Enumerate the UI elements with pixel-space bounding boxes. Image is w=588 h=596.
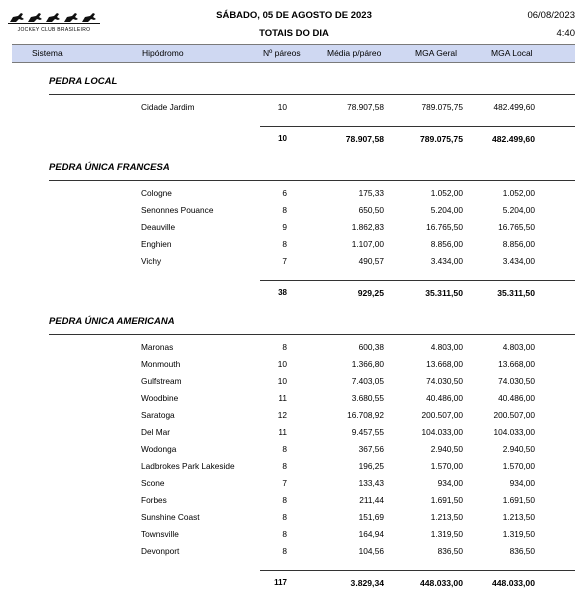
hipodromo-cell: Vichy <box>141 256 162 266</box>
col-hipodromo: Hipódromo <box>142 48 184 58</box>
total-row <box>0 127 588 152</box>
table-row <box>0 339 588 356</box>
table-row <box>0 99 588 116</box>
media-cell: 7.403,05 <box>351 376 384 386</box>
pareos-cell: 9 <box>282 222 287 232</box>
mga-geral-cell: 1.213,50 <box>430 512 463 522</box>
mga-geral-cell: 8.856,00 <box>430 239 463 249</box>
total-row <box>0 281 588 306</box>
mga-local-cell: 836,50 <box>509 546 535 556</box>
mga-local-cell: 2.940,50 <box>502 444 535 454</box>
mga-local-cell: 200.507,00 <box>493 410 535 420</box>
table-row <box>0 509 588 526</box>
table-row <box>0 236 588 253</box>
table-row <box>0 390 588 407</box>
mga-local-cell: 74.030,50 <box>498 376 535 386</box>
section-divider <box>49 180 575 181</box>
col-media: Média p/páreo <box>327 48 382 58</box>
mga-local-cell: 934,00 <box>509 478 535 488</box>
media-cell: 175,33 <box>358 188 384 198</box>
hipodromo-cell: Saratoga <box>141 410 175 420</box>
mga-geral-cell: 1.319,50 <box>430 529 463 539</box>
media-cell: 490,57 <box>358 256 384 266</box>
pareos-cell: 8 <box>282 461 287 471</box>
mga-geral-cell: 2.940,50 <box>430 444 463 454</box>
mga-local-cell: 40.486,00 <box>498 393 535 403</box>
mga-geral-cell: 836,50 <box>437 546 463 556</box>
hipodromo-cell: Del Mar <box>141 427 171 437</box>
pareos-cell: 8 <box>282 342 287 352</box>
pareos-cell: 11 <box>278 427 287 437</box>
mga-local-cell: 482.499,60 <box>493 102 535 112</box>
section-gap <box>0 306 588 316</box>
media-cell: 196,25 <box>358 461 384 471</box>
hipodromo-cell: Ladbrokes Park Lakeside <box>141 461 235 471</box>
media-cell: 78.907,58 <box>347 102 384 112</box>
hipodromo-cell: Forbes <box>141 495 167 505</box>
media-cell: 367,56 <box>358 444 384 454</box>
pareos-cell: 8 <box>282 444 287 454</box>
pareos-cell: 8 <box>282 495 287 505</box>
mga-local-cell: 1.570,00 <box>502 461 535 471</box>
hipodromo-cell: Enghien <box>141 239 172 249</box>
media-cell: 1.862,83 <box>351 222 384 232</box>
total-media: 78.907,58 <box>345 134 384 144</box>
pareos-cell: 8 <box>282 239 287 249</box>
report-body <box>0 76 588 596</box>
table-row <box>0 458 588 475</box>
col-sistema: Sistema <box>32 48 63 58</box>
mga-geral-cell: 5.204,00 <box>430 205 463 215</box>
section-title: PEDRA ÚNICA FRANCESA <box>49 162 170 173</box>
pareos-cell: 11 <box>278 393 287 403</box>
mga-geral-cell: 16.765,50 <box>426 222 463 232</box>
media-cell: 650,50 <box>358 205 384 215</box>
logo-text: JOCKEY CLUB BRASILEIRO <box>17 27 91 33</box>
total-mga-local: 482.499,60 <box>491 134 535 144</box>
total-mga-geral: 448.033,00 <box>419 578 463 588</box>
hipodromo-cell: Devonport <box>141 546 180 556</box>
mga-local-cell: 8.856,00 <box>502 239 535 249</box>
mga-geral-cell: 3.434,00 <box>430 256 463 266</box>
table-row <box>0 475 588 492</box>
table-row <box>0 219 588 236</box>
table-row <box>0 492 588 509</box>
media-cell: 211,44 <box>359 495 384 505</box>
table-row <box>0 543 588 560</box>
media-cell: 16.708,92 <box>347 410 384 420</box>
media-cell: 9.457,55 <box>351 427 384 437</box>
total-pareos: 10 <box>278 134 287 143</box>
table-row <box>0 407 588 424</box>
pareos-cell: 8 <box>282 205 287 215</box>
media-cell: 151,69 <box>358 512 384 522</box>
pareos-cell: 8 <box>282 546 287 556</box>
table-row <box>0 526 588 543</box>
print-date: 06/08/2023 <box>527 10 575 21</box>
table-row <box>0 253 588 270</box>
media-cell: 164,94 <box>358 529 384 539</box>
media-cell: 133,43 <box>358 478 384 488</box>
section-gap <box>0 152 588 162</box>
hipodromo-cell: Sunshine Coast <box>141 512 200 522</box>
print-time: 4:40 <box>556 28 575 39</box>
total-mga-local: 35.311,50 <box>497 288 535 298</box>
hipodromo-cell: Wodonga <box>141 444 177 454</box>
report-title: SÁBADO, 05 DE AGOSTO DE 2023 <box>216 10 372 21</box>
mga-geral-cell: 13.668,00 <box>426 359 463 369</box>
col-mga-local: MGA Local <box>491 48 533 58</box>
mga-local-cell: 5.204,00 <box>502 205 535 215</box>
pareos-cell: 7 <box>282 256 287 266</box>
section-title: PEDRA LOCAL <box>49 76 118 87</box>
hipodromo-cell: Senonnes Pouance <box>141 205 214 215</box>
mga-geral-cell: 789.075,75 <box>421 102 463 112</box>
mga-geral-cell: 4.803,00 <box>430 342 463 352</box>
mga-local-cell: 16.765,50 <box>498 222 535 232</box>
report-subtitle: TOTAIS DO DIA <box>259 28 329 39</box>
hipodromo-cell: Cologne <box>141 188 172 198</box>
table-row <box>0 373 588 390</box>
total-spacer <box>0 116 588 126</box>
hipodromo-cell: Cidade Jardim <box>141 102 195 112</box>
column-header-bar <box>12 44 575 63</box>
table-row <box>0 441 588 458</box>
pareos-cell: 6 <box>282 188 287 198</box>
hipodromo-cell: Maronas <box>141 342 174 352</box>
mga-local-cell: 3.434,00 <box>502 256 535 266</box>
mga-local-cell: 104.033,00 <box>493 427 535 437</box>
col-pareos: Nº páreos <box>263 48 301 58</box>
table-row <box>0 424 588 441</box>
mga-geral-cell: 104.033,00 <box>421 427 463 437</box>
total-mga-geral: 789.075,75 <box>419 134 463 144</box>
mga-geral-cell: 1.052,00 <box>430 188 463 198</box>
hipodromo-cell: Townsville <box>141 529 179 539</box>
media-cell: 3.680,55 <box>351 393 384 403</box>
mga-local-cell: 1.691,50 <box>502 495 535 505</box>
total-pareos: 38 <box>278 288 287 297</box>
pareos-cell: 8 <box>282 529 287 539</box>
mga-geral-cell: 1.691,50 <box>430 495 463 505</box>
section-divider <box>49 94 575 95</box>
pareos-cell: 7 <box>282 478 287 488</box>
hipodromo-cell: Deauville <box>141 222 176 232</box>
total-media: 929,25 <box>357 288 384 298</box>
section-title: PEDRA ÚNICA AMERICANA <box>49 316 175 327</box>
hipodromo-cell: Gulfstream <box>141 376 182 386</box>
total-media: 3.829,34 <box>350 578 384 588</box>
pareos-cell: 10 <box>277 376 287 386</box>
total-mga-geral: 35.311,50 <box>425 288 463 298</box>
pareos-cell: 10 <box>277 102 287 112</box>
hipodromo-cell: Woodbine <box>141 393 179 403</box>
mga-geral-cell: 74.030,50 <box>426 376 463 386</box>
hipodromo-cell: Scone <box>141 478 165 488</box>
mga-geral-cell: 934,00 <box>437 478 463 488</box>
total-row <box>0 571 588 596</box>
mga-local-cell: 1.319,50 <box>502 529 535 539</box>
total-mga-local: 448.033,00 <box>491 578 535 588</box>
mga-geral-cell: 200.507,00 <box>421 410 463 420</box>
mga-local-cell: 13.668,00 <box>498 359 535 369</box>
mga-local-cell: 1.213,50 <box>502 512 535 522</box>
media-cell: 1.366,80 <box>351 359 384 369</box>
mga-local-cell: 1.052,00 <box>502 188 535 198</box>
media-cell: 104,56 <box>358 546 384 556</box>
mga-geral-cell: 40.486,00 <box>426 393 463 403</box>
mga-local-cell: 4.803,00 <box>502 342 535 352</box>
hipodromo-cell: Monmouth <box>141 359 181 369</box>
mga-geral-cell: 1.570,00 <box>430 461 463 471</box>
pareos-cell: 12 <box>277 410 287 420</box>
total-pareos: 117 <box>274 578 287 587</box>
total-spacer <box>0 270 588 280</box>
pareos-cell: 10 <box>277 359 287 369</box>
table-row <box>0 202 588 219</box>
col-mga-geral: MGA Geral <box>415 48 458 58</box>
pareos-cell: 8 <box>282 512 287 522</box>
table-row <box>0 185 588 202</box>
section-divider <box>49 334 575 335</box>
total-spacer <box>0 560 588 570</box>
media-cell: 600,38 <box>358 342 384 352</box>
table-row <box>0 356 588 373</box>
media-cell: 1.107,00 <box>351 239 384 249</box>
